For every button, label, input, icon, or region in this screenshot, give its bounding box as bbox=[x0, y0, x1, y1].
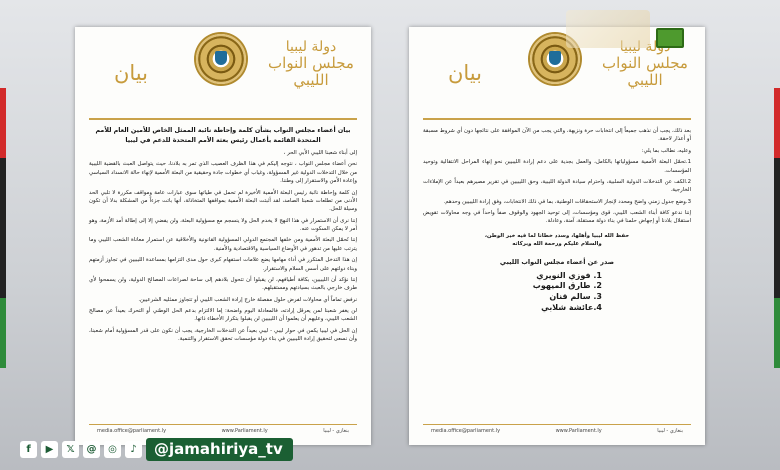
flag-stripe-red bbox=[774, 88, 780, 158]
paragraph: إننا نرى أن الاستمرار في هذا النهج لا يخدم الحل ولا ينسجم مع مسؤولية البعثة، ولن يفضي إلا إلى إطالة أمد الأزمة، وهو أمر لا يمكن السكوت عنه. bbox=[89, 217, 357, 232]
paragraph: إلى أبناء شعبنا الليبي الأبي الحر ، bbox=[283, 150, 357, 156]
header-divider bbox=[423, 118, 691, 120]
signatories-list bbox=[512, 271, 602, 314]
flag-stripe-black bbox=[0, 158, 6, 298]
council-name bbox=[263, 39, 359, 90]
signatory: 3. سالم قنان bbox=[549, 292, 602, 302]
statement-body bbox=[89, 149, 357, 347]
paragraph: إن هذا التدخل المتكرر في أداء مهامها يضع علامات استفهام كبرى حول مدى التزامها بمساعدة الليبيين في تجاوز أزمتهم وبناء دولتهم على أسس السلام والاستقرار. bbox=[89, 257, 357, 272]
council-line2: مجلس النواب الليبي bbox=[268, 54, 354, 90]
paragraph: نرفض تماماً أي محاولات لفرض حلول مفصلة خارج إرادة الشعب الليبي أو تتجاوز ممثليه الشرعيين. bbox=[138, 296, 357, 303]
signatory: 2. طارق الميهوب bbox=[532, 281, 602, 291]
footer-website: www.Parliament.ly bbox=[555, 428, 602, 434]
paragraph: إننا ندعو كافة أبناء الشعب الليبي، قوى ومؤسسات، إلى توحيد الجهود والوقوف صفاً واحداً في وجه محاولات تقويض استقلال بلادنا أو إجهاض حلمنا في بناء دولة مستقلة، آمنة، وعادلة. bbox=[423, 210, 691, 225]
paragraph: نحن أعضاء مجلس النواب ، نتوجه إليكم في هذا الظرف العصيب الذي تمر به بلادنا، حيث يتواصل العبث بالقضية الليبية من خلال التدخلات الدولية غير المسؤولة، وغياب أي خطوات جادة وحقيقية من البعثة الأممية لإنهاء حالة الانسداد السياسي وإعادة الأمن والاستقرار إلى وطننا. bbox=[89, 161, 357, 185]
statement-title: بيان bbox=[447, 61, 482, 85]
footer-email: media.office@parliament.ly bbox=[431, 428, 501, 434]
social-bar bbox=[20, 434, 293, 464]
paragraph: إن الحل في ليبيا يكمن في حوار ليبي - ليبي بعيداً عن التدخلات الخارجية، يجب أن نكون على قدر المسؤولية أمام شعبنا، وأن نسعى لتحقيق إرادة الليبيين في بناء دولة مؤسسات تحقق الاستقرار والتنمية. bbox=[89, 327, 357, 343]
flag-stripe-green bbox=[774, 298, 780, 368]
footer-email: media.office@parliament.ly bbox=[97, 428, 167, 434]
channel-watermark bbox=[566, 10, 650, 48]
footer-divider bbox=[423, 424, 691, 425]
demand-item: 1.تحمّل البعثة الأممية مسؤولياتها بالكامل، والعمل بجدية على دعم إرادة الليبيين نحو إنهاء المراحل الانتقالية وتوحيد المؤسسات. bbox=[423, 159, 691, 174]
page-footer bbox=[431, 428, 683, 434]
flag-stripe-black bbox=[774, 158, 780, 298]
instagram-icon: ◎ bbox=[104, 441, 121, 458]
council-line2: مجلس النواب الليبي bbox=[602, 54, 688, 90]
facebook-icon: f bbox=[20, 441, 37, 458]
paragraph: إننا نُحمّل البعثة الأممية ومن خلفها المجتمع الدولي المسؤولية القانونية والأخلاقية عن استمرار معاناة الشعب الليبي وما يترتب عليها من تدهور في الأوضاع السياسية والاقتصادية والأمنية. bbox=[89, 237, 357, 252]
x-icon: 𝕏 bbox=[62, 441, 79, 458]
tiktok-icon: ♪ bbox=[125, 441, 142, 458]
signatory: 4.عائشة شلابي bbox=[541, 302, 602, 312]
paragraph: بعد ذلك، يجب أن نذهب جميعاً إلى انتخابات حرة ونزيهة، والتي يجب من الآن الموافقة على نتائجها دون أي شروط مسبقة أو أعذار لاحقة. bbox=[423, 128, 691, 143]
threads-icon: @ bbox=[83, 441, 100, 458]
closing-line: حفظ الله ليبيا وأهلها، وسدد خطانا لما فيه خير الوطن، bbox=[484, 232, 630, 239]
signatory: 1. فوزي النويري bbox=[536, 270, 602, 280]
statement-page-2 bbox=[409, 27, 705, 445]
closing bbox=[423, 232, 691, 249]
closing-line: والسلام عليكم ورحمة الله وبركاته bbox=[512, 241, 602, 248]
social-handle: @jamahiriya_tv bbox=[146, 438, 293, 461]
footer-divider bbox=[89, 424, 357, 425]
paragraph: إن كلمة وإحاطة نائبة رئيس البعثة الأممية الأخيرة لم تحمل في طياتها سوى عبارات عامة ومواقف مكررة لا تلبي الحد الأدنى من تطلعات شعبنا الصامد، لقد أثبتت البعثة الأممية بمواقفها المتخاذلة، أنها باتت جزءاً من المشكلة بدلا أن تكون وسيلة للحل. bbox=[89, 189, 357, 213]
header-divider bbox=[89, 118, 357, 120]
paragraph: لن يغفر شعبنا لمن يعرقل إرادته، فالمعادلة اليوم واضحة: إما الالتزام بدعم الحل الوطني أو التحرك بعيداً عن مصالح الشعب الليبي، وعليهم أن يعلموا أن الليبيين لن يقبلوا بتكرار الأخطاء ذاتها. bbox=[89, 308, 357, 323]
channel-logo-icon bbox=[656, 28, 684, 48]
parliament-emblem-icon bbox=[196, 34, 246, 84]
council-line1: دولة ليبيا bbox=[285, 39, 337, 55]
demand-item: 3.وضع جدول زمني واضح ومحدد لإنجاز الاستحقاقات الوطنية، بما في ذلك الانتخابات، وفق إرادة الليبيين وحدهم. bbox=[443, 198, 691, 205]
statement-body bbox=[423, 127, 691, 314]
footer-website: www.Parliament.ly bbox=[221, 428, 268, 434]
footer-city: بنغازي - ليبيا bbox=[323, 428, 349, 434]
flag-stripe-red bbox=[0, 88, 6, 158]
footer-city: بنغازي - ليبيا bbox=[657, 428, 683, 434]
statement-page-1 bbox=[75, 27, 371, 445]
statement-title: بيان bbox=[113, 61, 148, 85]
flag-stripe-green bbox=[0, 298, 6, 368]
statement-heading: بيان أعضاء مجلس النواب بشأن كلمة وإحاطة نائبة الممثل الخاص للأمين العام للأمم المتحدة القائمة بأعمال رئيس بعثة الأمم المتحدة للدعم في ليبيا bbox=[95, 127, 351, 144]
paragraph: وعليه، نطالب بما يلي: bbox=[641, 147, 691, 154]
paragraph: إننا نؤكد أن الليبيين، بكافة أطيافهم، لن يقبلوا أن تتحول بلادهم إلى ساحة لصراعات المصالح الدولية، ولن يسمحوا لأي طرف خارجي بالعبث بسيادتهم ومستقبلهم. bbox=[89, 276, 357, 292]
demand-item: 2.الكف عن التدخلات الدولية السلبية، واحترام سيادة الدولة الليبية، وحق الليبيين في تقرير مصيرهم بعيداً عن الإملاءات الخارجية. bbox=[423, 178, 691, 194]
youtube-icon: ▶ bbox=[41, 441, 58, 458]
issuer-line: صدر عن أعضاء مجلس النواب الليبي bbox=[499, 257, 615, 266]
